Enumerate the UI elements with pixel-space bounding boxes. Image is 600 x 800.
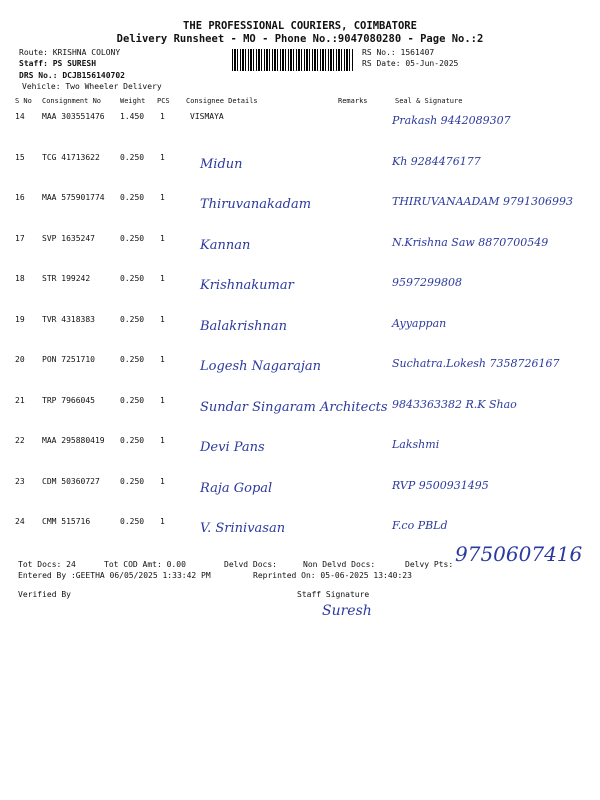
handwritten-seal-signature: F.co PBLd — [392, 519, 448, 532]
handwritten-seal-signature: Kh 9284476177 — [392, 155, 481, 168]
vehicle-label: Vehicle: Two Wheeler Delivery — [22, 82, 162, 91]
col-pcs: PCS — [157, 97, 170, 105]
row-pcs: 1 — [160, 112, 165, 121]
row-pcs: 1 — [160, 477, 165, 486]
handwritten-seal-signature: Prakash 9442089307 — [392, 114, 511, 127]
row-pcs: 1 — [160, 153, 165, 162]
row-consignment: MAA 575901774 — [42, 193, 105, 202]
reprinted-on: Reprinted On: 05-06-2025 13:40:23 — [253, 571, 412, 580]
row-weight: 0.250 — [120, 193, 145, 202]
staff-signature-label: Staff Signature — [297, 590, 370, 599]
delivered-docs: Delvd Docs: — [224, 560, 277, 569]
handwritten-consignee-name: Krishnakumar — [200, 278, 294, 293]
row-consignment: MAA 303551476 — [42, 112, 105, 121]
row-sno: 20 — [15, 355, 25, 364]
row-consignment: PON 7251710 — [42, 355, 95, 364]
handwritten-consignee-name: Thiruvanakadam — [200, 197, 312, 212]
row-weight: 0.250 — [120, 396, 145, 405]
row-sno: 23 — [15, 477, 25, 486]
row-weight: 0.250 — [120, 436, 145, 445]
handwritten-seal-signature: Ayyappan — [392, 317, 447, 330]
rs-date: RS Date: 05-Jun-2025 — [362, 59, 459, 68]
row-weight: 0.250 — [120, 234, 145, 243]
col-remarks: Remarks — [338, 97, 368, 105]
row-pcs: 1 — [160, 274, 165, 283]
non-delivered-docs: Non Delvd Docs: — [303, 560, 376, 569]
total-docs: Tot Docs: 24 — [18, 560, 76, 569]
handwritten-seal-signature: N.Krishna Saw 8870700549 — [392, 236, 549, 249]
col-sno: S No — [15, 97, 32, 105]
row-consignment: MAA 295880419 — [42, 436, 105, 445]
row-sno: 14 — [15, 112, 25, 121]
row-pcs: 1 — [160, 234, 165, 243]
row-sno: 18 — [15, 274, 25, 283]
row-consignment: TCG 41713622 — [42, 153, 100, 162]
row-consignee: VISMAYA — [190, 112, 224, 121]
handwritten-consignee-name: V. Srinivasan — [200, 521, 286, 536]
row-sno: 22 — [15, 436, 25, 445]
col-consignee: Consignee Details — [186, 97, 258, 105]
row-weight: 0.250 — [120, 517, 145, 526]
row-sno: 17 — [15, 234, 25, 243]
col-consignment: Consignment No — [42, 97, 102, 105]
handwritten-seal-signature: 9843363382 R.K Shao — [392, 398, 517, 411]
handwritten-consignee-name: Sundar Singaram Architects — [200, 400, 388, 415]
verified-by: Verified By — [18, 590, 71, 599]
row-pcs: 1 — [160, 396, 165, 405]
row-sno: 15 — [15, 153, 25, 162]
handwritten-consignee-name: Balakrishnan — [200, 319, 288, 334]
row-consignment: TVR 4318383 — [42, 315, 95, 324]
handwritten-seal-signature: THIRUVANAADAM 9791306993 — [392, 195, 573, 208]
handwritten-consignee-name: Devi Pans — [200, 440, 265, 455]
staff-label: Staff: PS SURESH — [19, 59, 97, 68]
row-pcs: 1 — [160, 517, 165, 526]
handwritten-consignee-name: Midun — [200, 157, 243, 172]
row-pcs: 1 — [160, 355, 165, 364]
row-consignment: SVP 1635247 — [42, 234, 95, 243]
drs-number: DRS No.: DCJB156140702 — [19, 71, 125, 80]
route-label: Route: KRISHNA COLONY — [19, 48, 121, 57]
col-weight: Weight — [120, 97, 146, 105]
col-seal-signature: Seal & Signature — [395, 97, 463, 105]
handwritten-consignee-name: Logesh Nagarajan — [200, 359, 321, 374]
row-weight: 0.250 — [120, 315, 145, 324]
row-sno: 24 — [15, 517, 25, 526]
handwritten-seal-signature: RVP 9500931495 — [392, 479, 489, 492]
total-cod: Tot COD Amt: 0.00 — [104, 560, 186, 569]
row-weight: 0.250 — [120, 477, 145, 486]
rs-number: RS No.: 1561407 — [362, 48, 435, 57]
row-sno: 16 — [15, 193, 25, 202]
handwritten-consignee-name: Raja Gopal — [200, 481, 273, 496]
row-sno: 19 — [15, 315, 25, 324]
row-weight: 1.450 — [120, 112, 145, 121]
runsheet-subtitle: Delivery Runsheet - MO - Phone No.:9047080280 - Page No.:2 — [116, 33, 484, 45]
company-title: THE PROFESSIONAL COURIERS, COIMBATORE — [183, 20, 417, 32]
row-weight: 0.250 — [120, 274, 145, 283]
handwritten-seal-signature: Suchatra.Lokesh 7358726167 — [392, 357, 560, 370]
row-consignment: CDM 50360727 — [42, 477, 100, 486]
row-pcs: 1 — [160, 315, 165, 324]
entered-by: Entered By :GEETHA 06/05/2025 1:33:42 PM — [18, 571, 211, 580]
row-pcs: 1 — [160, 193, 165, 202]
row-consignment: TRP 7966045 — [42, 396, 95, 405]
row-sno: 21 — [15, 396, 25, 405]
staff-signature-handwritten: Suresh — [322, 603, 372, 619]
row-consignment: STR 199242 — [42, 274, 91, 283]
barcode-image — [232, 49, 354, 71]
row-weight: 0.250 — [120, 153, 145, 162]
handwritten-consignee-name: Kannan — [200, 238, 251, 253]
handwritten-seal-signature: 9597299808 — [392, 276, 462, 289]
row-pcs: 1 — [160, 436, 165, 445]
row-weight: 0.250 — [120, 355, 145, 364]
row-consignment: CMM 515716 — [42, 517, 91, 526]
delivery-points-handwritten: 9750607416 — [455, 542, 583, 566]
handwritten-seal-signature: Lakshmi — [392, 438, 440, 451]
delivery-points: Delvy Pts: — [405, 560, 454, 569]
